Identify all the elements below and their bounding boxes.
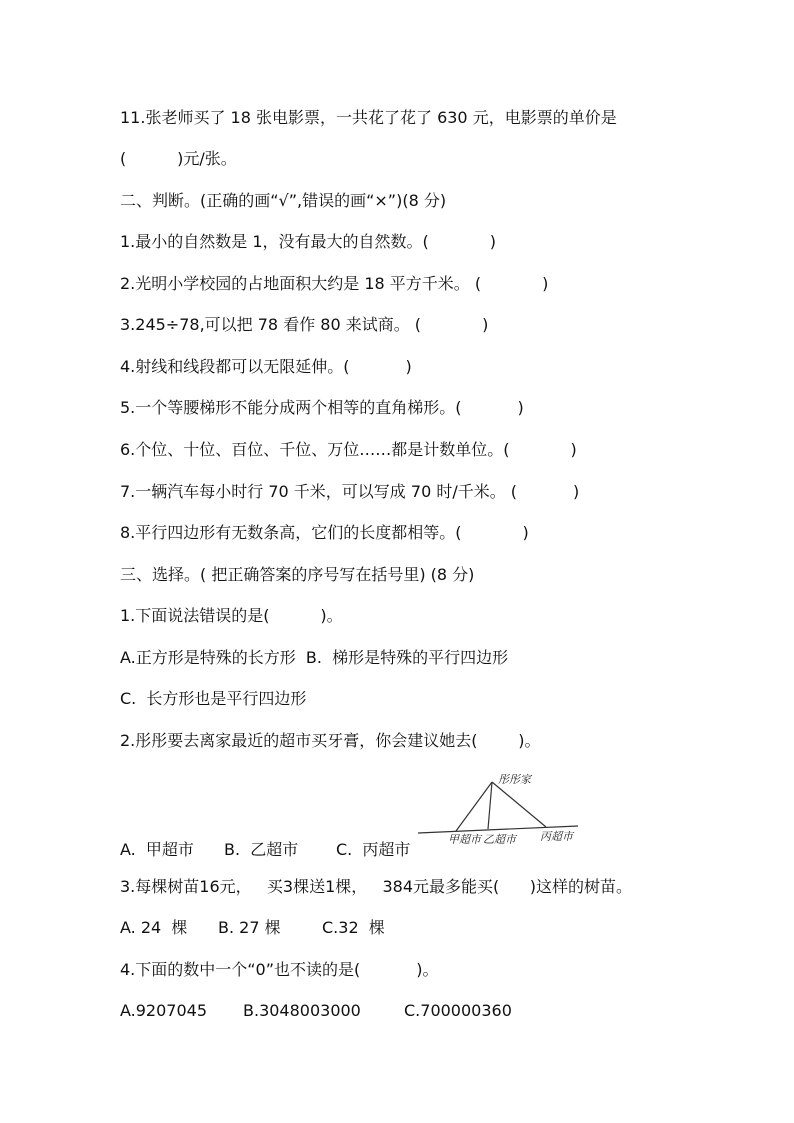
- choice-q2-option-b: B. 乙超市: [224, 840, 299, 859]
- judge-item-7: 7.一辆汽车每小时行 70 千米，可以写成 70 时/千米。 ( ): [120, 482, 580, 501]
- judge-item-4: 4.射线和线段都可以无限延伸。( ): [120, 357, 412, 376]
- q11-line1: 11.张老师买了 18 张电影票，一共花了花了 630 元，电影票的单价是: [120, 108, 617, 127]
- choice-q4-option-a: A.9207045: [120, 1001, 208, 1020]
- choice-q3-option-b: B. 27 棵: [218, 918, 281, 937]
- judge-item-8: 8.平行四边形有无数条高，它们的长度都相等。( ): [120, 523, 529, 542]
- market-a-label: 甲超市: [448, 833, 481, 846]
- choice-q2-stem: 2.彤彤要去离家最近的超市买牙膏，你会建议她去( )。: [120, 731, 541, 750]
- judge-item-1: 1.最小的自然数是 1，没有最大的自然数。( ): [120, 232, 497, 251]
- choice-q1-options-line1: A.正方形是特殊的长方形 B. 梯形是特殊的平行四边形: [120, 648, 509, 667]
- market-b-label: 乙超市: [483, 833, 516, 846]
- choice-q4-option-c: C.700000360: [404, 1001, 512, 1020]
- section2-heading: 二、判断。(正确的画“√”,错误的画“×”)(8 分): [120, 191, 447, 210]
- choice-q3-option-a: A. 24 棵: [120, 918, 188, 937]
- path-to-market-a: [456, 782, 492, 831]
- path-to-market-b: [488, 782, 492, 829]
- home-label: 彤彤家: [498, 773, 531, 786]
- judge-item-3: 3.245÷78,可以把 78 看作 80 来试商。 ( ): [120, 315, 489, 334]
- choice-q4-stem: 4.下面的数中一个“0”也不读的是( )。: [120, 960, 439, 979]
- choice-q4-option-b: B.3048003000: [243, 1001, 361, 1020]
- choice-q1-options-line2: C. 长方形也是平行四边形: [120, 689, 307, 708]
- choice-q1-stem: 1.下面说法错误的是( )。: [120, 606, 343, 625]
- choice-q2-option-a: A. 甲超市: [120, 840, 194, 859]
- q11-line2: ( )元/张。: [120, 149, 237, 168]
- market-c-label: 丙超市: [540, 830, 573, 843]
- choice-q2-option-c: C. 丙超市: [336, 840, 411, 859]
- judge-item-5: 5.一个等腰梯形不能分成两个相等的直角梯形。( ): [120, 398, 524, 417]
- choice-q3-stem: 3.每棵树苗16元， 买3棵送1棵， 384元最多能买( )这样的树苗。: [120, 877, 633, 896]
- path-to-market-c: [492, 782, 546, 827]
- choice-q3-option-c: C.32 棵: [322, 918, 385, 937]
- judge-item-6: 6.个位、十位、百位、千位、万位……都是计数单位。( ): [120, 440, 577, 459]
- judge-item-2: 2.光明小学校园的占地面积大约是 18 平方千米。 ( ): [120, 274, 549, 293]
- section3-heading: 三、选择。( 把正确答案的序号写在括号里) (8 分): [120, 565, 475, 584]
